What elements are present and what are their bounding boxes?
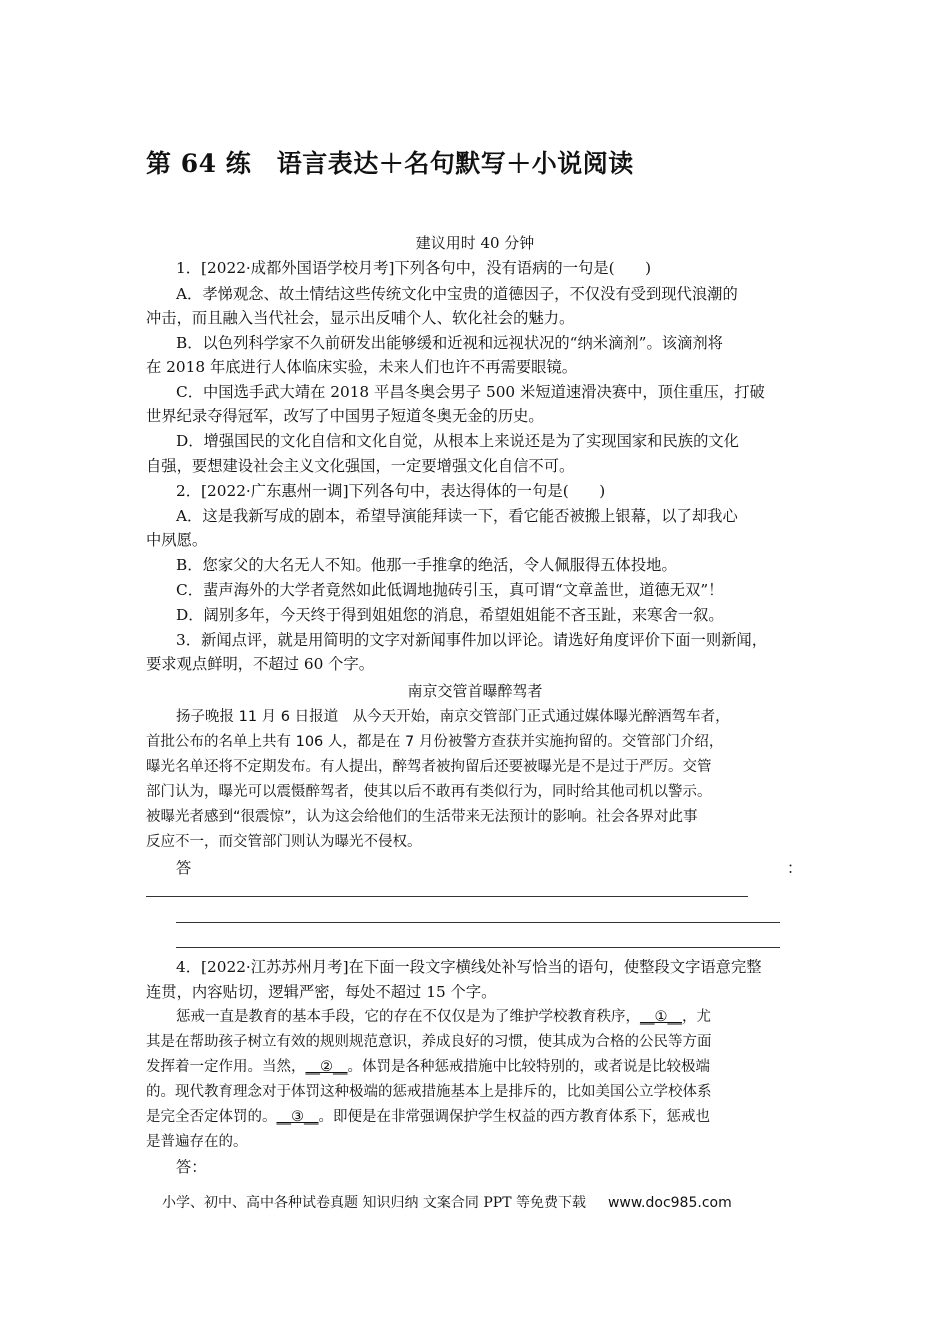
news-paragraph-line: 部门认为，曝光可以震慑醉驾者，使其以后不敢再有类似行为，同时给其他司机以警示。: [146, 784, 712, 800]
news-paragraph-line: 曝光名单还将不定期发布。有人提出，醉驾者被拘留后还要被曝光是不是过于严厉。交管: [146, 759, 712, 775]
q2-option-c: C．蜚声海外的大学者竟然如此低调地抛砖引玉，真可谓“文章盖世，道德无双”！: [176, 581, 724, 599]
q4-answer-label: 答：: [176, 1158, 207, 1176]
q1-option-d-cont: 自强，要想建设社会主义文化强国，一定要增强文化自信不可。: [146, 457, 575, 475]
news-paragraph-line: 首批公布的名单上共有 106 人，都是在 7 月份被警方查获并实施拘留的。交管部门介绍，: [146, 734, 724, 750]
q4-text: 。即便是在非常强调保护学生权益的西方教育体系下，惩戒也: [318, 1109, 710, 1125]
q4-paragraph-line: 其是在帮助孩子树立有效的规则规范意识，养成良好的习惯，使其成为合格的公民等方面: [146, 1034, 712, 1050]
q4-paragraph-line: [146, 1055, 710, 1079]
q4-stem: 4．[2022·江苏苏州月考]在下面一段文字横线处补写恰当的语句，使整段文字语意完整: [176, 958, 762, 976]
q1-option-a: A．孝悌观念、故土情结这些传统文化中宝贵的道德因子，不仅没有受到现代浪潮的: [176, 285, 738, 303]
q1-option-a-cont: 冲击，而且融入当代社会，显示出反哺个人、软化社会的魅力。: [146, 309, 575, 327]
q1-option-d: D．增强国民的文化自信和文化自觉，从根本上来说还是为了实现国家和民族的文化: [176, 432, 739, 450]
news-paragraph-line: 扬子晚报 11 月 6 日报道 从今天开始，南京交管部门正式通过媒体曝光醉酒驾车者，: [176, 709, 730, 725]
q1-option-c-cont: 世界纪录夺得冠军，改写了中国男子短道冬奥无金的历史。: [146, 407, 544, 425]
q3-stem: 3．新闻点评，就是用简明的文字对新闻事件加以评论。请选好角度评价下面一则新闻，: [176, 631, 768, 649]
footer-text: 小学、初中、高中各种试卷真题 知识归纳 文案合同 PPT 等免费下载: [162, 1195, 586, 1211]
q1-option-b: B．以色列科学家不久前研发出能够缓和近视和远视状况的“纳米滴剂”。该滴剂将: [176, 334, 723, 352]
q1-option-b-cont: 在 2018 年底进行人体临床实验，未来人们也许不再需要眼镜。: [146, 358, 578, 376]
time-suggestion: 建议用时 40 分钟: [415, 234, 535, 252]
q4-text: 。体罚是各种惩戒措施中比较特别的，或者说是比较极端: [347, 1059, 710, 1075]
footer: [162, 1192, 732, 1212]
q4-text: 是完全否定体罚的。: [146, 1109, 277, 1125]
q4-text: 发挥着一定作用。当然，: [146, 1059, 306, 1075]
q4-paragraph-line: [146, 1105, 710, 1129]
q1-option-c: C．中国选手武大靖在 2018 平昌冬奥会男子 500 米短道速滑决赛中，顶住重压，打破: [176, 383, 765, 401]
q1-stem: 1．[2022·成都外国语学校月考]下列各句中，没有语病的一句是( ): [176, 259, 652, 277]
blank-3[interactable]: __③__: [276, 1109, 319, 1125]
news-paragraph-line: 反应不一，而交管部门则认为曝光不侵权。: [146, 834, 422, 850]
q2-option-d: D．阔别多年，今天终于得到姐姐您的消息，希望姐姐能不吝玉趾，来寒舍一叙。: [176, 606, 724, 624]
blank-1[interactable]: __①__: [640, 1009, 682, 1025]
footer-site-link[interactable]: www.doc985.com: [607, 1195, 732, 1211]
blank-2[interactable]: __②__: [305, 1059, 348, 1075]
q3-answer-colon: ：: [787, 859, 803, 877]
answer-line[interactable]: [146, 896, 748, 897]
news-title: 南京交管首曝醉驾者: [407, 682, 543, 700]
answer-line[interactable]: [176, 947, 780, 948]
q2-option-a-cont: 中夙愿。: [146, 531, 208, 549]
q4-text: ，尤: [682, 1009, 711, 1025]
q2-option-a: A．这是我新写成的剧本，希望导演能拜读一下，看它能否被搬上银幕，以了却我心: [176, 507, 738, 525]
news-paragraph-line: 被曝光者感到“很震惊”，认为这会给他们的生活带来无法预计的影响。社会各界对此事: [146, 809, 698, 825]
answer-line[interactable]: [176, 922, 780, 923]
q3-stem-cont: 要求观点鲜明，不超过 60 个字。: [146, 655, 375, 673]
q4-stem-cont: 连贯，内容贴切，逻辑严密，每处不超过 15 个字。: [146, 983, 497, 1001]
q4-paragraph-line: 是普遍存在的。: [146, 1134, 248, 1150]
page-title: 第 64 练 语言表达＋名句默写＋小说阅读: [146, 149, 634, 178]
q4-paragraph-line: [176, 1005, 711, 1029]
q3-answer-label: 答: [176, 859, 192, 877]
q4-text: 惩戒一直是教育的基本手段，它的存在不仅仅是为了维护学校教育秩序，: [176, 1009, 640, 1025]
q2-stem: 2．[2022·广东惠州一调]下列各句中，表达得体的一句是( ): [176, 482, 606, 500]
q4-paragraph-line: 的。现代教育理念对于体罚这种极端的惩戒措施基本上是排斥的，比如美国公立学校体系: [146, 1084, 712, 1100]
q2-option-b: B．您家父的大名无人不知。他那一手推拿的绝活，令人佩服得五体投地。: [176, 556, 677, 574]
